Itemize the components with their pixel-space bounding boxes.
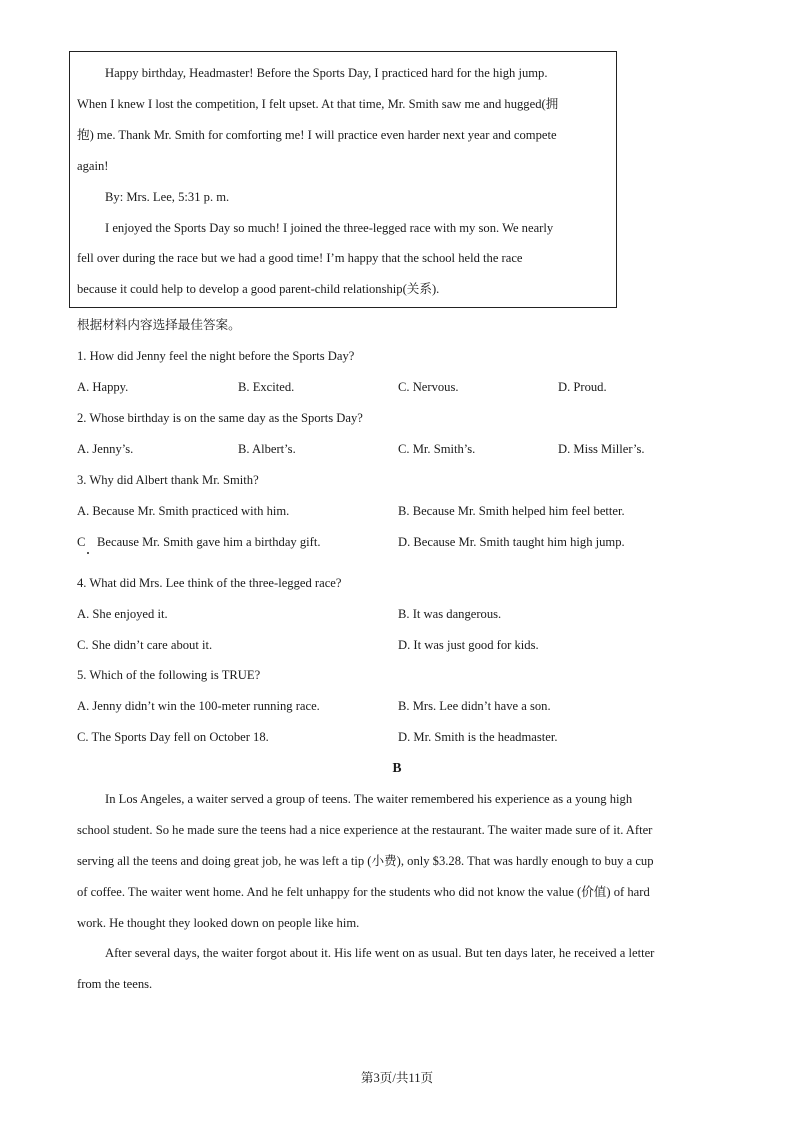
section-b-paragraph-2-line-1: After several days, the waiter forgot about it. His life went on as usual. But ten days later, he received a letter [105,946,655,960]
section-b-paragraph-1-line-4: of coffee. The waiter went home. And he felt unhappy for the students who did not know the value (价值) of hard [77,885,650,899]
question-2-option-a: A. Jenny’s. [77,442,134,456]
box-paragraph-2-line-3: because it could help to develop a good parent-child relationship(关系). [77,282,440,296]
section-b-paragraph-1-line-1: In Los Angeles, a waiter served a group of teens. The waiter remembered his experience as a young high [105,792,633,806]
question-2-stem: 2. Whose birthday is on the same day as the Sports Day? [77,411,363,425]
instruction: 根据材料内容选择最佳答案。 [77,318,241,332]
box-paragraph-1-line-3: 抱) me. Thank Mr. Smith for comforting me! I will practice even harder next year and compete [77,128,557,142]
question-5-option-a: A. Jenny didn’t win the 100-meter running race. [77,699,320,713]
question-3-option-b: B. Because Mr. Smith helped him feel better. [398,504,625,518]
question-3-option-c-letter: C [77,535,86,549]
question-4-stem: 4. What did Mrs. Lee think of the three-legged race? [77,576,342,590]
question-4-option-c: C. She didn’t care about it. [77,638,213,652]
section-b-paragraph-1-line-2: school student. So he made sure the teens had a nice experience at the restaurant. The waiter made sure of it. After [77,823,653,837]
question-1-option-a: A. Happy. [77,380,129,394]
box-paragraph-1-line-1: Happy birthday, Headmaster! Before the Sports Day, I practiced hard for the high jump. [105,66,548,80]
question-4-option-b: B. It was dangerous. [398,607,502,621]
question-5-stem: 5. Which of the following is TRUE? [77,668,261,682]
section-b-paragraph-2-line-2: from the teens. [77,977,153,991]
question-1-option-c: C. Nervous. [398,380,459,394]
question-1-option-d: D. Proud. [558,380,607,394]
question-2-option-c: C. Mr. Smith’s. [398,442,476,456]
question-2-option-d: D. Miss Miller’s. [558,442,645,456]
box-paragraph-1-line-4: again! [77,159,109,173]
question-3-option-c-text: Because Mr. Smith gave him a birthday gift. [97,535,321,549]
question-4-option-a: A. She enjoyed it. [77,607,168,621]
question-5-option-d: D. Mr. Smith is the headmaster. [398,730,558,744]
stray-dot-mark [87,552,89,554]
question-1-option-b: B. Excited. [238,380,295,394]
question-1-stem: 1. How did Jenny feel the night before the Sports Day? [77,349,355,363]
section-b-paragraph-1-line-3: serving all the teens and doing great job, he was left a tip (小费), only $3.28. That was hardly enough to buy a cup [77,854,654,868]
box-paragraph-2-line-2: fell over during the race but we had a good time! I’m happy that the school held the race [77,251,523,265]
page-footer: 第3页/共11页 [360,1071,434,1085]
question-2-option-b: B. Albert’s. [238,442,296,456]
box-paragraph-1-line-2: When I knew I lost the competition, I felt upset. At that time, Mr. Smith saw me and hugged(拥 [77,97,559,111]
box-byline: By: Mrs. Lee, 5:31 p. m. [105,190,230,204]
question-4-option-d: D. It was just good for kids. [398,638,539,652]
section-b-heading: B [392,760,402,775]
box-paragraph-2-line-1: I enjoyed the Sports Day so much! I joined the three-legged race with my son. We nearly [105,221,554,235]
question-3-option-a: A. Because Mr. Smith practiced with him. [77,504,290,518]
question-5-option-c: C. The Sports Day fell on October 18. [77,730,269,744]
question-3-option-d: D. Because Mr. Smith taught him high jump. [398,535,625,549]
question-5-option-b: B. Mrs. Lee didn’t have a son. [398,699,551,713]
reading-passage-box [69,51,617,308]
section-b-paragraph-1-line-5: work. He thought they looked down on people like him. [77,916,360,930]
question-3-stem: 3. Why did Albert thank Mr. Smith? [77,473,259,487]
